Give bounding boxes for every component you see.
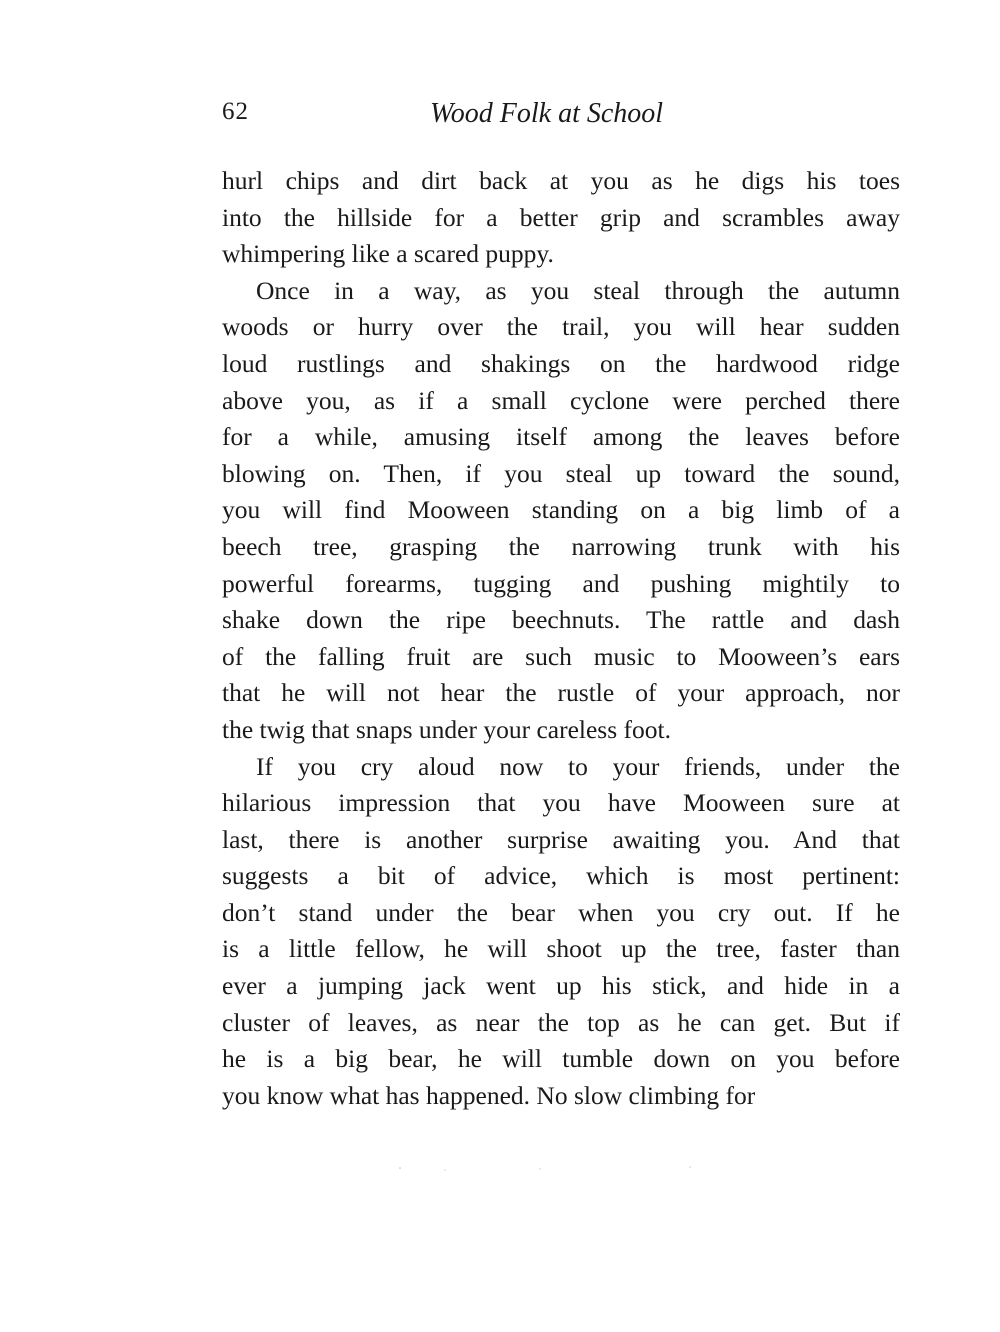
text-line: blowing on. Then, if you steal up toward the sound, (222, 458, 900, 488)
text-line: woods or hurry over the trail, you will hear sudden (222, 312, 900, 342)
text-line: cluster of leaves, as near the top as he can get. But if (222, 1007, 900, 1037)
paragraph (222, 273, 900, 749)
paragraph (222, 163, 900, 273)
text-line: for a while, amusing itself among the leaves before (222, 422, 900, 452)
text-line: into the hillside for a better grip and scrambles away (222, 202, 900, 232)
page-header (222, 98, 900, 138)
text-line: you know what has happened. No slow climbing for (222, 1080, 756, 1110)
scan-speck (399, 1167, 401, 1169)
body-text (222, 163, 900, 1114)
text-line: last, there is another surprise awaiting you. And that (222, 824, 900, 854)
text-line: whimpering like a scared puppy. (222, 239, 554, 269)
text-line: beech tree, grasping the narrowing trunk with his (222, 531, 900, 561)
text-line: is a little fellow, he will shoot up the tree, faster than (222, 934, 900, 964)
text-line: above you, as if a small cyclone were perched there (222, 385, 900, 415)
running-title: Wood Folk at School (430, 98, 664, 129)
scan-speck (689, 1166, 691, 1168)
text-line: shake down the ripe beechnuts. The rattle and dash (222, 605, 900, 635)
text-line: the twig that snaps under your careless foot. (222, 714, 671, 744)
scan-speck (539, 1168, 540, 1169)
text-line: you will find Mooween standing on a big limb of a (222, 495, 900, 525)
text-line: hilarious impression that you have Mooween sure at (222, 788, 900, 818)
text-line: hurl chips and dirt back at you as he digs his toes (222, 166, 900, 195)
page-number: 62 (222, 98, 249, 125)
text-line: Once in a way, as you steal through the autumn (256, 275, 900, 305)
text-line: suggests a bit of advice, which is most pertinent: (222, 861, 900, 891)
scan-speck (444, 1169, 445, 1170)
text-line: If you cry aloud now to your friends, under the (256, 751, 900, 781)
paragraph (222, 749, 900, 1115)
text-line: of the falling fruit are such music to Mooween’s ears (222, 641, 900, 671)
text-line: don’t stand under the bear when you cry out. If he (222, 897, 900, 927)
text-line: loud rustlings and shakings on the hardwood ridge (222, 348, 900, 378)
text-line: powerful forearms, tugging and pushing mightily to (222, 568, 900, 598)
scan-specks (390, 1160, 710, 1180)
text-line: that he will not hear the rustle of your approach, nor (222, 678, 900, 708)
text-line: ever a jumping jack went up his stick, and hide in a (222, 971, 900, 1001)
text-line: he is a big bear, he will tumble down on you before (222, 1044, 900, 1074)
